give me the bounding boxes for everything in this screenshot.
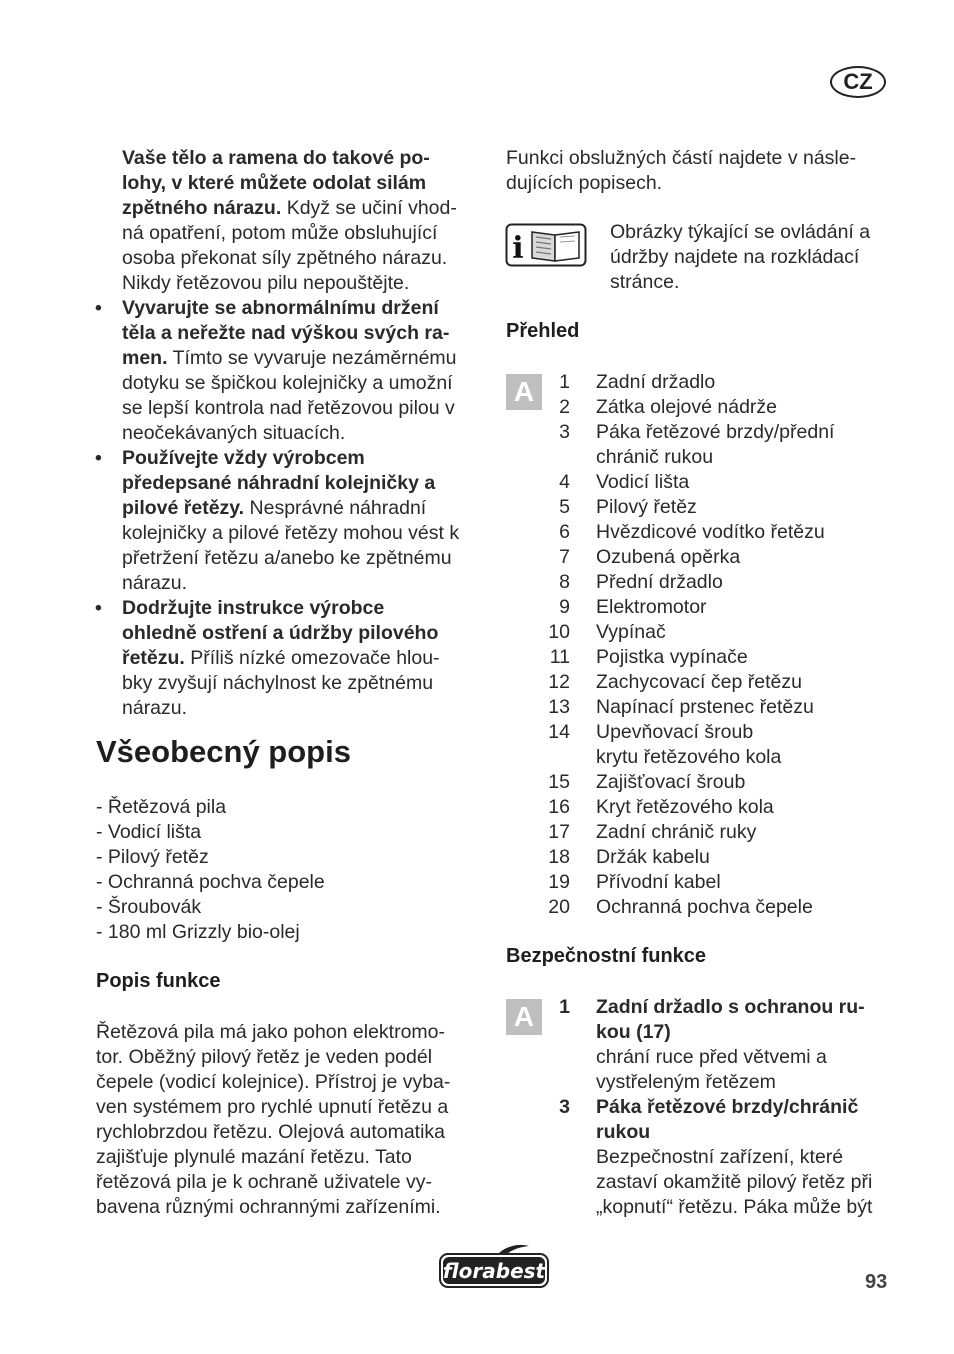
parts-overview-list: [530, 370, 910, 920]
paragraph-line: čepele (vodicí kolejnice). Přístroj je vyba-: [96, 1071, 451, 1093]
overview-item: [530, 845, 910, 870]
item-number: 1: [559, 371, 570, 393]
overview-item: [530, 570, 910, 595]
text-run: osoba překonat síly zpětného nárazu.: [122, 247, 448, 269]
intro-line: [122, 196, 482, 221]
subsection-heading: Popis funkce: [96, 970, 221, 992]
overview-item: [530, 820, 910, 845]
item-label-line: chránič rukou: [596, 446, 714, 468]
bullet-line: [122, 496, 490, 521]
item-number: 19: [548, 871, 570, 893]
overview-item: [530, 395, 910, 420]
intro-line: [122, 146, 482, 171]
contents-item: - Pilový řetěz: [96, 846, 209, 868]
safety-title-line: [596, 1020, 920, 1045]
item-number: 3: [559, 421, 570, 443]
bullet-line: [122, 521, 490, 546]
right-intro-text: [506, 146, 856, 196]
text-run: se lepší kontrola nad řetězovou pilou v: [122, 397, 455, 419]
contents-item: - Ochranná pochva čepele: [96, 871, 325, 893]
intro-line: [122, 171, 482, 196]
bold-run: men.: [122, 347, 168, 369]
item-label: [596, 470, 910, 495]
bullet-line: [122, 396, 490, 421]
item-label: [596, 370, 910, 395]
bullet-line: [122, 446, 490, 471]
item-label: [596, 645, 910, 670]
item-label-line: Zadní chránič ruky: [596, 821, 757, 843]
bullet-line: [122, 671, 490, 696]
bullet-text: [122, 296, 490, 446]
bullet-line: [122, 471, 490, 496]
item-label-line: Zajišťovací šroub: [596, 771, 746, 793]
figure-marker-a-safety: A: [506, 999, 542, 1035]
svg-text:i: i: [512, 231, 524, 266]
item-label-line: Upevňovací šroub: [596, 721, 754, 743]
bullet-line: [122, 596, 490, 621]
safety-title: Páka řetězové brzdy/chránič: [596, 1096, 859, 1118]
overview-heading: Přehled: [506, 320, 580, 342]
info-note: [610, 220, 870, 295]
bullet-item: [0, 446, 490, 596]
item-number: 6: [559, 521, 570, 543]
left-intro-text: [122, 146, 482, 296]
bold-run: Vyvarujte se abnormálnímu držení: [122, 297, 439, 319]
contents-list: [96, 795, 325, 945]
bold-run: Vaše tělo a ramena do takové po-: [122, 147, 430, 169]
overview-item: [530, 895, 910, 920]
safety-title: kou (17): [596, 1021, 671, 1043]
item-label: [596, 770, 910, 795]
text-run: Když se učiní vhod-: [281, 197, 457, 219]
item-label: [596, 595, 910, 620]
text-run: neočekávaných situacích.: [122, 422, 346, 444]
bullet-line: [122, 696, 490, 721]
safety-desc-line: Bezpečnostní zařízení, které: [596, 1146, 844, 1168]
item-number: 5: [559, 496, 570, 518]
intro-line: [122, 271, 482, 296]
item-number: 8: [559, 571, 570, 593]
item-label: [596, 620, 910, 645]
bold-run: těla a neřežte nad výškou svých ra-: [122, 322, 450, 344]
item-label-line: Pilový řetěz: [596, 496, 697, 518]
bullet-item: [0, 296, 490, 446]
info-line: stránce.: [610, 271, 680, 293]
item-label-line: Napínací prstenec řetězu: [596, 696, 814, 718]
overview-item: [530, 495, 910, 520]
page-number: 93: [865, 1271, 888, 1293]
contents-item: - 180 ml Grizzly bio-olej: [96, 921, 300, 943]
safety-item: [530, 995, 920, 1095]
overview-item: [530, 695, 910, 720]
safety-desc-line: vystřeleným řetězem: [596, 1071, 776, 1093]
intro-line: [122, 246, 482, 271]
paragraph-line: bavena různými ochrannými zařízeními.: [96, 1196, 441, 1218]
item-number: 7: [559, 546, 570, 568]
item-label-line: Vodicí lišta: [596, 471, 690, 493]
item-label-line: Elektromotor: [596, 596, 707, 618]
item-label: [596, 845, 910, 870]
bullet-dot: •: [95, 597, 102, 619]
item-label-line: Ochranná pochva čepele: [596, 896, 813, 918]
item-label: [596, 720, 910, 770]
overview-item: [530, 870, 910, 895]
paragraph-line: ven systémem pro rychlé upnutí řetězu a: [96, 1096, 449, 1118]
overview-item: [530, 645, 910, 670]
safety-desc-line: zastaví okamžitě pilový řetěz při: [596, 1171, 873, 1193]
text-run: Tímto se vyvaruje nezáměrnému: [167, 347, 457, 369]
overview-item: [530, 670, 910, 695]
overview-item: [530, 520, 910, 545]
item-label-line: Zátka olejové nádrže: [596, 396, 778, 418]
overview-item: [530, 545, 910, 570]
item-label: [596, 395, 910, 420]
bullet-line: [122, 646, 490, 671]
text-run: ná opatření, potom může obsluhující: [122, 222, 438, 244]
item-label: [596, 420, 910, 470]
contents-item: - Řetězová pila: [96, 796, 227, 818]
bold-run: Dodržujte instrukce výrobce: [122, 597, 385, 619]
svg-text:florabest: florabest: [442, 1259, 546, 1283]
item-label-line: Vypínač: [596, 621, 666, 643]
safety-title-line: [596, 995, 920, 1020]
section-heading: Všeobecný popis: [96, 734, 351, 769]
item-number: 1: [559, 996, 570, 1018]
info-book-icon: [505, 223, 587, 267]
safety-desc-line: „kopnutí“ řetězu. Páka může být: [596, 1196, 873, 1218]
text-run: Příliš nízké omezovače hlou-: [184, 647, 440, 669]
overview-item: [530, 770, 910, 795]
info-line: Obrázky týkající se ovládání a: [610, 221, 871, 243]
bullet-line: [122, 346, 490, 371]
item-label-line: Zachycovací čep řetězu: [596, 671, 802, 693]
item-label-line: Přívodní kabel: [596, 871, 721, 893]
item-label: [596, 895, 910, 920]
bullet-line: [122, 296, 490, 321]
bold-run: lohy, v které můžete odolat silám: [122, 172, 427, 194]
bullet-line: [122, 571, 490, 596]
item-label-line: Přední držadlo: [596, 571, 723, 593]
item-label: [596, 820, 910, 845]
item-label: [596, 495, 910, 520]
text-run: bky zvyšují náchylnost ke zpětnému: [122, 672, 434, 694]
bullet-line: [122, 546, 490, 571]
item-number: 10: [548, 621, 570, 643]
item-label-line: Páka řetězové brzdy/přední: [596, 421, 835, 443]
contents-item: - Šroubovák: [96, 896, 202, 918]
safety-text: [596, 995, 920, 1095]
text-run: dotyku se špičkou kolejničky a umožní: [122, 372, 453, 394]
bullet-line: [122, 421, 490, 446]
paragraph-line: řetězová pila je k ochraně uživatele vy-: [96, 1171, 433, 1193]
item-label-line: Zadní držadlo: [596, 371, 716, 393]
item-label: [596, 520, 910, 545]
paragraph-line: rychlobrzdou řetězu. Olejová automatika: [96, 1121, 446, 1143]
safety-heading: Bezpečnostní funkce: [506, 945, 707, 967]
safety-title-line: [596, 1120, 920, 1145]
safety-desc-line: chrání ruce před větvemi a: [596, 1046, 827, 1068]
item-number: 4: [559, 471, 570, 493]
bullet-dot: •: [95, 297, 102, 319]
item-label-line: krytu řetězového kola: [596, 746, 782, 768]
text-run: nárazu.: [122, 697, 188, 719]
item-number: 11: [549, 646, 570, 668]
text-run: Nesprávné náhradní: [244, 497, 427, 519]
text-run: nárazu.: [122, 572, 188, 594]
intro-line: Funkci obslužných částí najdete v násle-: [506, 147, 857, 169]
safety-text: [596, 1095, 920, 1220]
bold-run: řetězu.: [122, 647, 185, 669]
language-badge: CZ: [830, 66, 886, 98]
overview-item: [530, 595, 910, 620]
bullet-text: [122, 446, 490, 596]
item-number: 17: [548, 821, 570, 843]
item-number: 18: [548, 846, 570, 868]
intro-line: [122, 221, 482, 246]
bold-run: zpětného nárazu.: [122, 197, 282, 219]
bold-run: pilové řetězy.: [122, 497, 245, 519]
paragraph-line: Řetězová pila má jako pohon elektromo-: [96, 1021, 446, 1043]
figure-marker-a: A: [506, 374, 542, 410]
contents-item: - Vodicí lišta: [96, 821, 202, 843]
bullet-line: [122, 321, 490, 346]
safety-title: rukou: [596, 1121, 651, 1143]
overview-item: [530, 795, 910, 820]
safety-title: Zadní držadlo s ochranou ru-: [596, 996, 865, 1018]
paragraph-line: zajišťuje plynulé mazání řetězu. Tato: [96, 1146, 412, 1168]
item-label-line: Držák kabelu: [596, 846, 710, 868]
overview-item: [530, 720, 910, 770]
item-label: [596, 545, 910, 570]
bold-run: předepsané náhradní kolejničky a: [122, 472, 436, 494]
item-number: 15: [548, 771, 570, 793]
item-number: 2: [559, 396, 570, 418]
item-label: [596, 795, 910, 820]
bullet-line: [122, 371, 490, 396]
left-bullet-list: [0, 296, 490, 721]
item-label-line: Hvězdicové vodítko řetězu: [596, 521, 825, 543]
item-label-line: Pojistka vypínače: [596, 646, 748, 668]
item-number: 12: [548, 671, 570, 693]
bold-run: ohledně ostření a údržby pilového: [122, 622, 439, 644]
text-run: Nikdy řetězovou pilu nepouštějte.: [122, 272, 410, 294]
paragraph-line: tor. Oběžný pilový řetěz je veden podél: [96, 1046, 433, 1068]
item-label-line: Kryt řetězového kola: [596, 796, 774, 818]
florabest-logo: [437, 1244, 551, 1290]
item-number: 9: [559, 596, 570, 618]
bullet-text: [122, 596, 490, 721]
info-line: údržby najdete na rozkládací: [610, 246, 860, 268]
text-run: přetržení řetězu a/anebo ke zpětnému: [122, 547, 452, 569]
item-label: [596, 695, 910, 720]
safety-item: [530, 1095, 920, 1220]
item-number: 14: [548, 721, 570, 743]
item-number: 13: [548, 696, 570, 718]
safety-title-line: [596, 1095, 920, 1120]
overview-item: [530, 470, 910, 495]
item-label: [596, 870, 910, 895]
overview-item: [530, 420, 910, 470]
item-label: [596, 670, 910, 695]
item-number: 16: [548, 796, 570, 818]
bold-run: Používejte vždy výrobcem: [122, 447, 365, 469]
text-run: kolejničky a pilové řetězy mohou vést k: [122, 522, 460, 544]
item-number: 3: [559, 1096, 570, 1118]
function-description: [96, 1020, 486, 1220]
overview-item: [530, 370, 910, 395]
intro-line: dujících popisech.: [506, 172, 663, 194]
overview-item: [530, 620, 910, 645]
item-label-line: Ozubená opěrka: [596, 546, 741, 568]
bullet-line: [122, 621, 490, 646]
bullet-dot: •: [95, 447, 102, 469]
item-number: 20: [548, 896, 570, 918]
bullet-item: [0, 596, 490, 721]
safety-features-list: [530, 995, 920, 1220]
item-label: [596, 570, 910, 595]
